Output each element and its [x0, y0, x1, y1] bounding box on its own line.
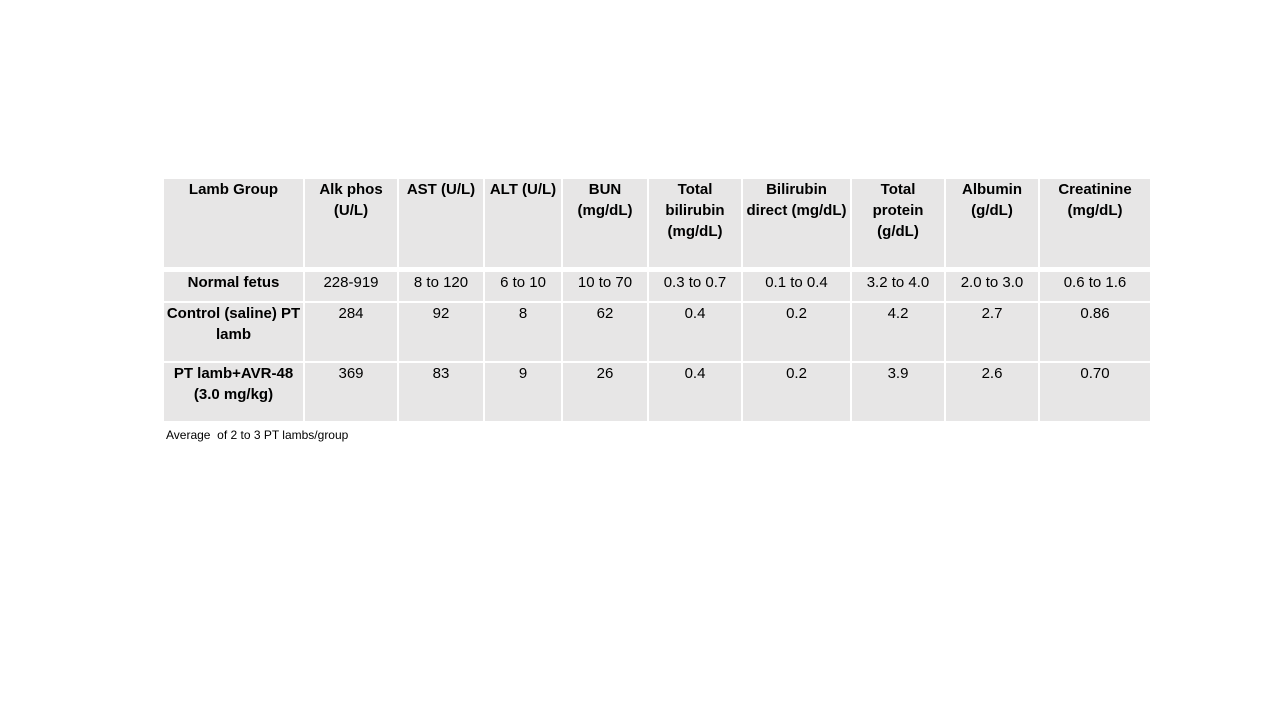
table-cell: 26: [562, 362, 648, 421]
table-cell: 0.70: [1039, 362, 1150, 421]
header-cell-bilirubin-direct: Bilirubin direct (mg/dL): [742, 179, 851, 270]
table-row: [164, 270, 1150, 303]
table-cell: 4.2: [851, 302, 945, 362]
header-cell-total-protein: Total protein (g/dL): [851, 179, 945, 270]
table-cell: 2.7: [945, 302, 1039, 362]
lab-values-table: [164, 179, 1150, 421]
table-header-row: [164, 179, 1150, 270]
header-cell-ast: AST (U/L): [398, 179, 484, 270]
table-cell: 8: [484, 302, 562, 362]
table-cell: 2.6: [945, 362, 1039, 421]
table-cell: 83: [398, 362, 484, 421]
header-cell-alk-phos: Alk phos (U/L): [304, 179, 398, 270]
table-cell: 284: [304, 302, 398, 362]
header-cell-bun: BUN (mg/dL): [562, 179, 648, 270]
table-cell: 0.2: [742, 302, 851, 362]
header-cell-creatinine: Creatinine (mg/dL): [1039, 179, 1150, 270]
header-cell-alt: ALT (U/L): [484, 179, 562, 270]
header-cell-lamb-group: Lamb Group: [164, 179, 304, 270]
table-cell: 0.3 to 0.7: [648, 270, 742, 303]
header-cell-total-bilirubin: Total bilirubin (mg/dL): [648, 179, 742, 270]
table-cell: 0.4: [648, 362, 742, 421]
table-cell: 3.9: [851, 362, 945, 421]
row-label: Control (saline) PT lamb: [164, 302, 304, 362]
table-cell: 92: [398, 302, 484, 362]
table-cell: 0.1 to 0.4: [742, 270, 851, 303]
row-label: PT lamb+AVR-48 (3.0 mg/kg): [164, 362, 304, 421]
table-cell: 369: [304, 362, 398, 421]
table-cell: 0.6 to 1.6: [1039, 270, 1150, 303]
row-label: Normal fetus: [164, 270, 304, 303]
table-cell: 0.2: [742, 362, 851, 421]
table-cell: 0.4: [648, 302, 742, 362]
table-cell: 2.0 to 3.0: [945, 270, 1039, 303]
table-cell: 0.86: [1039, 302, 1150, 362]
table-cell: 228-919: [304, 270, 398, 303]
table-cell: 3.2 to 4.0: [851, 270, 945, 303]
header-cell-albumin: Albumin (g/dL): [945, 179, 1039, 270]
table-cell: 8 to 120: [398, 270, 484, 303]
table-cell: 10 to 70: [562, 270, 648, 303]
table-footnote: Average of 2 to 3 PT lambs/group: [166, 428, 349, 442]
table-cell: 9: [484, 362, 562, 421]
table-row: [164, 302, 1150, 362]
table-cell: 62: [562, 302, 648, 362]
table-cell: 6 to 10: [484, 270, 562, 303]
table-row: [164, 362, 1150, 421]
